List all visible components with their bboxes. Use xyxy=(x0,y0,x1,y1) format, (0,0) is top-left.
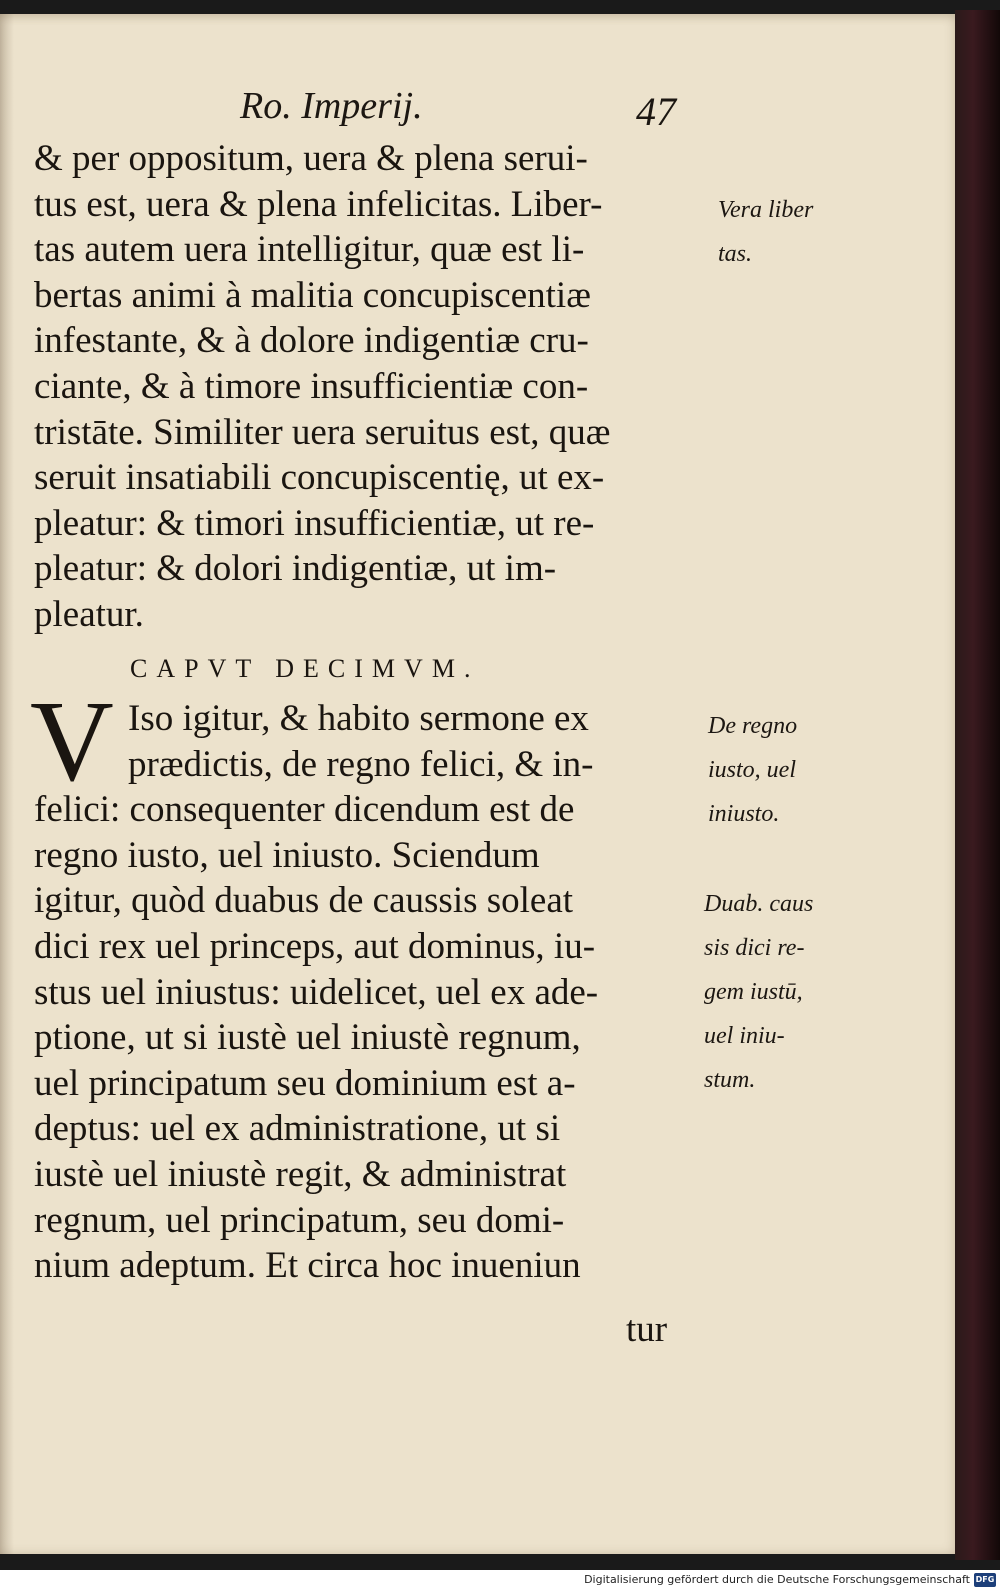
marginal-line: De regno xyxy=(708,713,798,739)
text-line: infestante, & à dolore indigentiæ cru- xyxy=(34,320,589,362)
text-line: stus uel iniustus: uidelicet, uel ex ade- xyxy=(34,971,599,1013)
text-line: nium adeptum. Et circa hoc inueniun xyxy=(34,1245,581,1287)
text-line: pleatur. xyxy=(34,593,144,635)
marginal-line: gem iustū, xyxy=(704,979,803,1005)
marginal-line: tas. xyxy=(718,241,753,267)
text-line: pleatur: & timori insufficientiæ, ut re- xyxy=(34,502,595,544)
marginal-line: Duab. caus xyxy=(704,891,814,917)
marginal-line: sis dici re- xyxy=(704,935,805,961)
marginal-note xyxy=(708,704,797,836)
funding-credit: Digitalisierung gefördert durch die Deutsche Forschungsgemeinschaft xyxy=(584,1573,970,1586)
marginal-line: stum. xyxy=(704,1067,756,1093)
text-line: tristāte. Similiter uera seruitus est, quæ xyxy=(34,411,611,453)
running-head: Ro. Imperij. xyxy=(240,85,423,127)
marginal-line: Vera liber xyxy=(718,197,814,223)
text-line: regno iusto, uel iniusto. Sciendum xyxy=(34,834,540,876)
marginal-note xyxy=(704,882,813,1102)
body-text xyxy=(34,136,714,638)
text-line: seruit insatiabili concupiscentię, ut ex- xyxy=(34,457,605,499)
footer-bar xyxy=(0,1570,1000,1592)
drop-initial: V xyxy=(30,678,114,806)
text-line: & per oppositum, uera & plena serui- xyxy=(34,138,588,179)
text-line: prædictis, de regno felici, & in- xyxy=(128,743,594,785)
text-line: regnum, uel principatum, seu domi- xyxy=(34,1199,565,1241)
page-number: 47 xyxy=(636,89,676,134)
marginal-line: uel iniu- xyxy=(704,1023,785,1049)
text-line: pleatur: & dolori indigentiæ, ut im- xyxy=(34,548,557,590)
book-edge xyxy=(955,10,1000,1560)
text-line: ciante, & à timore insufficientiæ con- xyxy=(34,365,589,407)
text-line: bertas animi à malitia concupiscentiæ xyxy=(34,274,591,316)
marginal-line: iniusto. xyxy=(708,801,780,827)
text-line: tas autem uera intelligitur, quæ est li- xyxy=(34,229,585,271)
dfg-logo-icon: DFG xyxy=(974,1573,996,1587)
text-line: felici: consequenter dicendum est de xyxy=(34,789,575,831)
text-line: iustè uel iniustè regit, & administrat xyxy=(34,1153,567,1195)
chapter-heading: CAPVT DECIMVM. xyxy=(130,654,480,683)
text-line: deptus: uel ex administratione, ut si xyxy=(34,1108,561,1150)
spine-shadow xyxy=(0,14,14,1554)
text-line: dici rex uel princeps, aut dominus, iu- xyxy=(34,925,596,967)
text-line: uel principatum seu dominium est a- xyxy=(34,1062,576,1104)
text-line: tus est, uera & plena infelicitas. Liber- xyxy=(34,183,603,225)
marginal-line: iusto, uel xyxy=(708,757,796,783)
text-line: ptione, ut si iustè uel iniustè regnum, xyxy=(34,1017,581,1059)
chapter-text xyxy=(34,696,714,1289)
marginal-note xyxy=(718,188,813,276)
text-line: igitur, quòd duabus de caussis soleat xyxy=(34,880,574,922)
catchword: tur xyxy=(626,1309,668,1350)
text-line: Iso igitur, & habito sermone ex xyxy=(128,698,589,739)
